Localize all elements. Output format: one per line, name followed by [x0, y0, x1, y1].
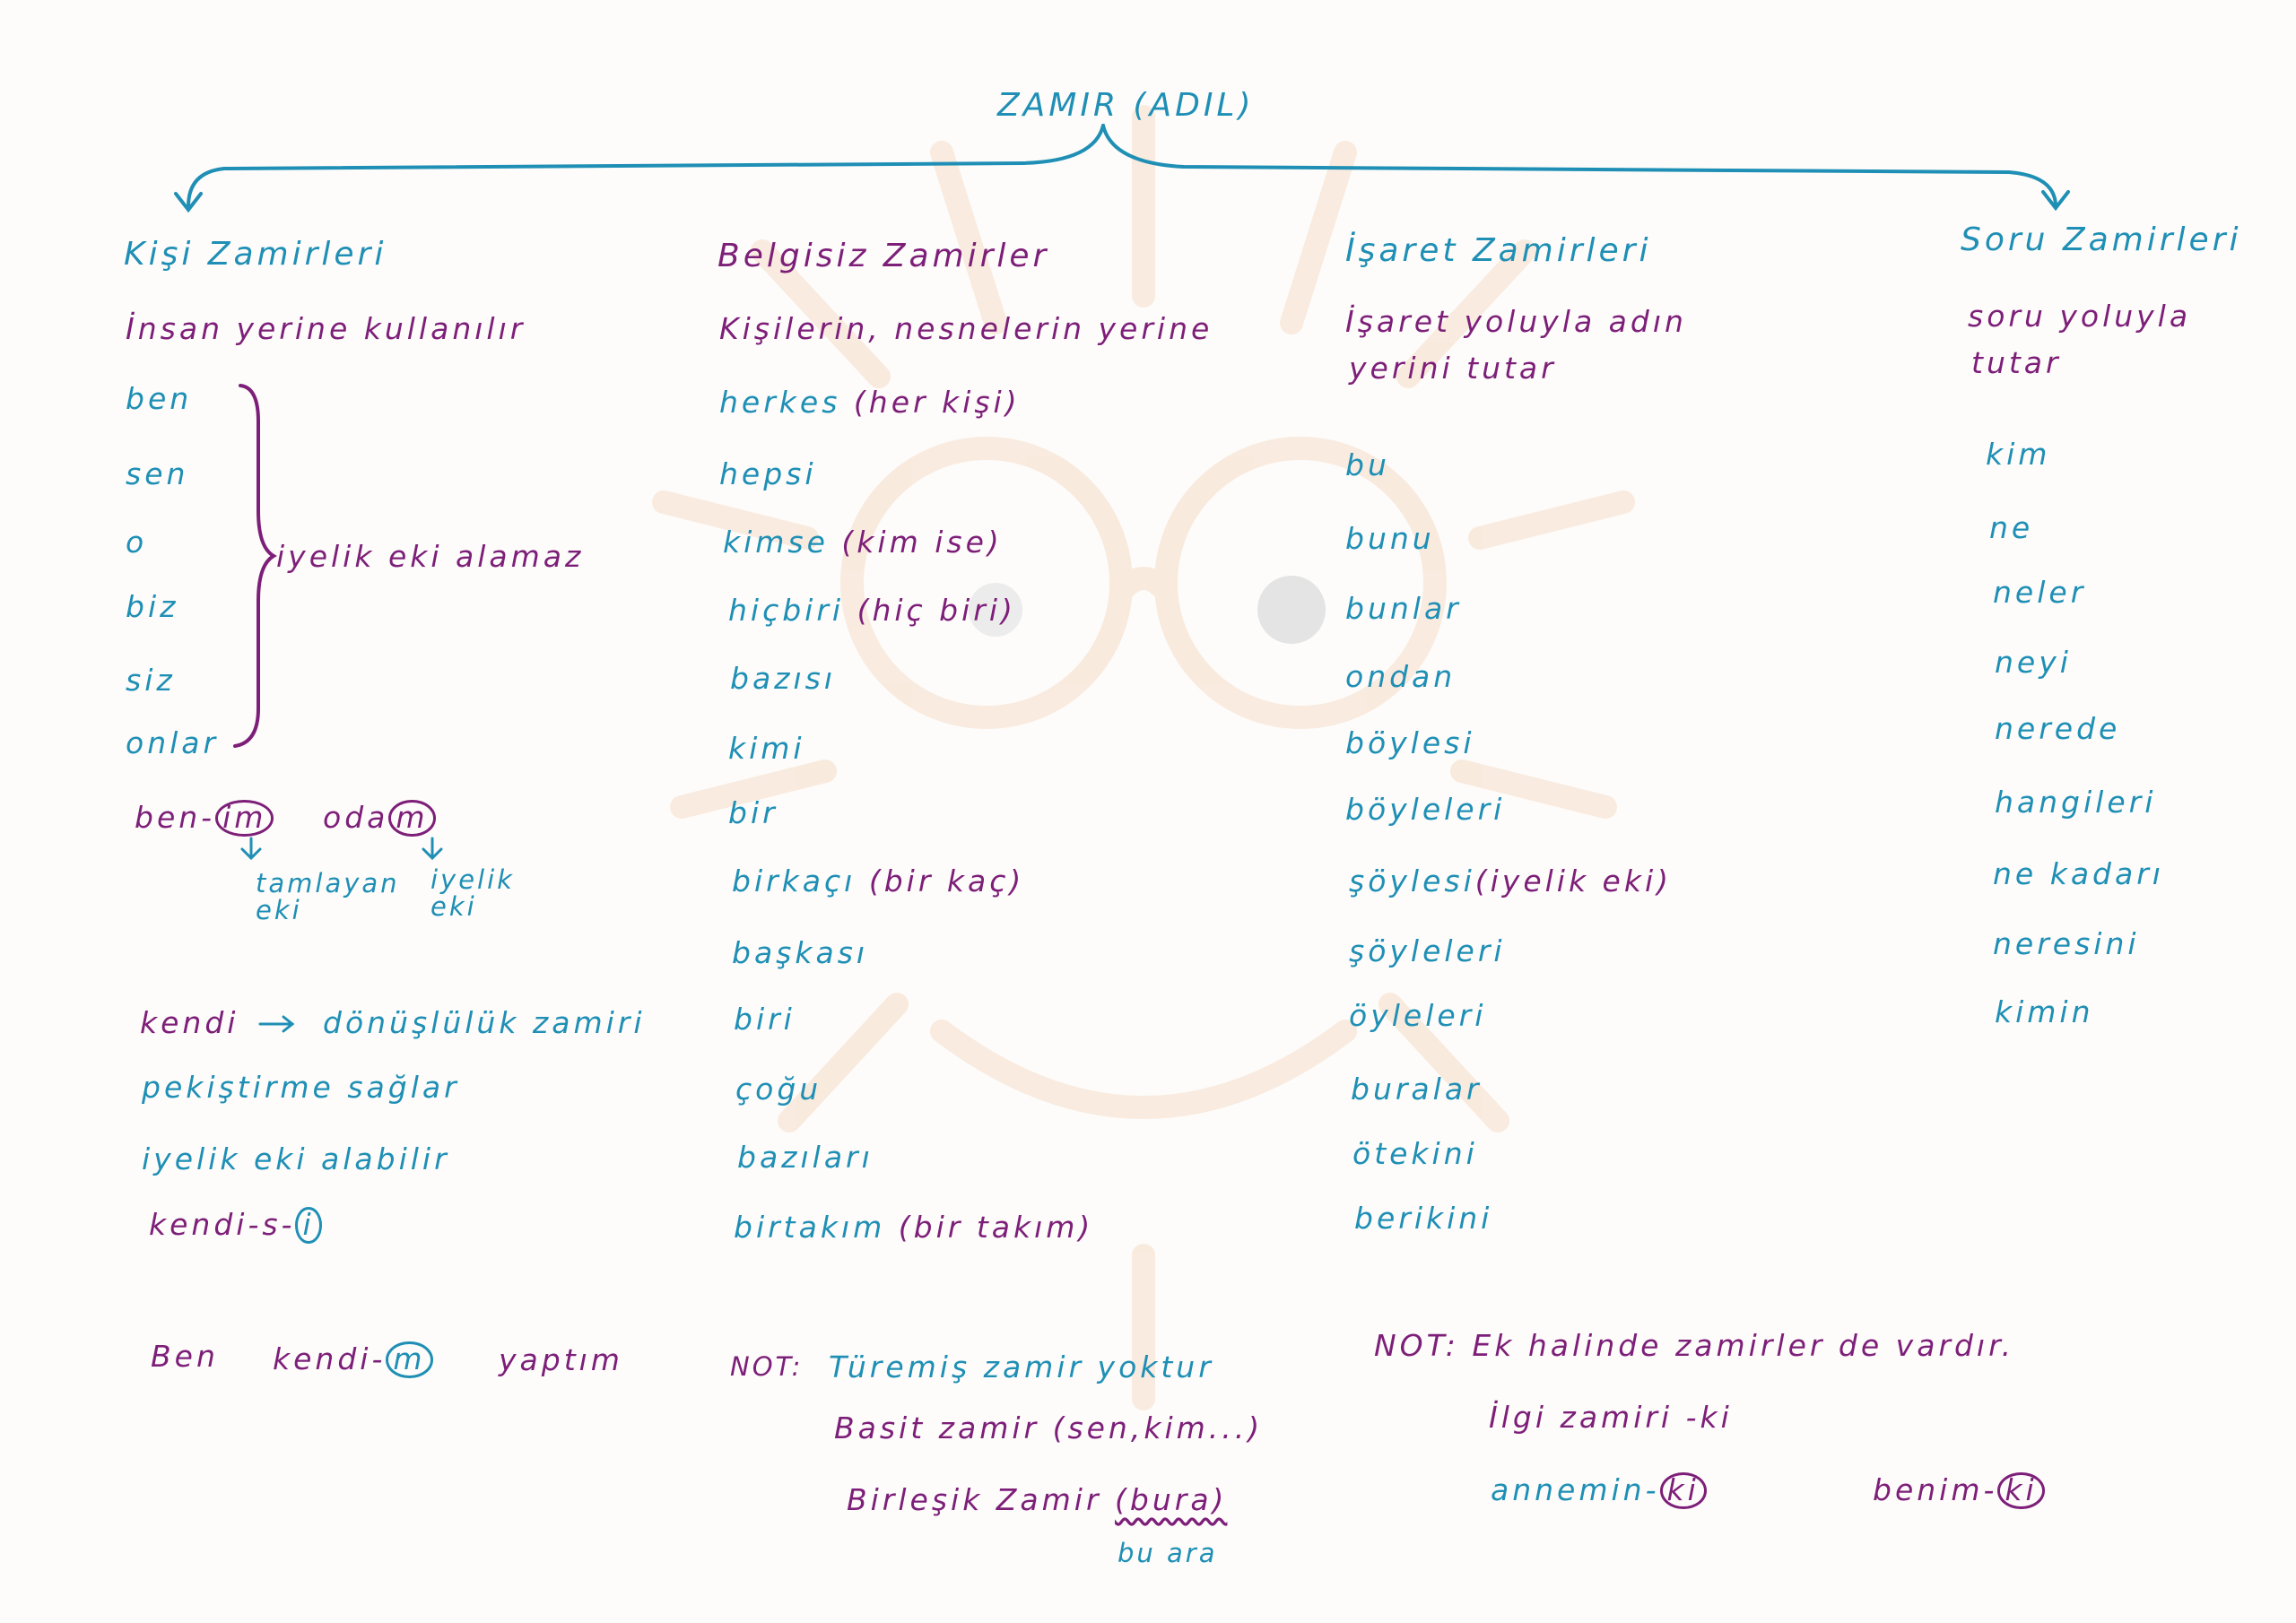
col3-header: İşaret Zamirleri: [1345, 232, 1652, 269]
list-item: bu: [1345, 447, 1390, 482]
benim-ki: [1873, 1472, 2045, 1509]
list-item: nerede: [1995, 711, 2121, 746]
pronoun-item: ben: [126, 381, 193, 416]
list-item: böylesi: [1345, 725, 1475, 760]
col2-header: Belgisiz Zamirler: [718, 238, 1050, 274]
example-benim: [135, 800, 274, 837]
kendi-desc: dönüşlülük zamiri: [323, 1005, 646, 1040]
kendi-word: kendi: [140, 1005, 239, 1040]
list-item: berikini: [1354, 1201, 1493, 1236]
list-item: neresini: [1993, 926, 2140, 961]
kendisi-stem: kendi-s-: [149, 1207, 296, 1242]
list-item: şöyleleri: [1349, 933, 1506, 968]
list-item: hiçbiri (hiç biri): [728, 593, 1016, 628]
list-item: öyleleri: [1349, 998, 1487, 1033]
list-item: bunu: [1345, 521, 1435, 556]
list-item: herkes (her kişi): [719, 385, 1021, 420]
list-item: neler: [1993, 575, 2087, 610]
soylesi-note: (iyelik eki): [1474, 864, 1673, 898]
brace-note: iyelik eki alamaz: [276, 539, 585, 574]
benim: benim-: [1873, 1472, 1998, 1507]
list-item: neyi: [1995, 645, 2072, 680]
pronoun-item: sen: [126, 456, 189, 491]
branch-right: [1103, 126, 2056, 204]
list-item: hangileri: [1995, 785, 2157, 820]
suffix-circle: ki: [1660, 1472, 1707, 1509]
col3-not-text: NOT: Ek halinde zamirler de vardır.: [1374, 1328, 2015, 1363]
birlesik-label: Birleşik Zamir: [847, 1482, 1102, 1517]
kendisi: [149, 1207, 322, 1244]
suffix-circle: ki: [1997, 1472, 2044, 1509]
arrow-tamlayan: [242, 838, 260, 858]
pronoun-item: onlar: [126, 725, 220, 760]
example-ben: ben-: [135, 800, 216, 835]
example-oda: oda: [323, 800, 389, 835]
label-iyelik: iyelik eki: [430, 864, 515, 923]
col1-desc: İnsan yerine kullanılır: [126, 311, 526, 346]
list-item: biri: [734, 1002, 796, 1037]
not-text: Türemiş zamir yoktur: [829, 1350, 1214, 1384]
list-item: birkaçı (bir kaç): [732, 864, 1025, 898]
suffix-circle: m: [388, 800, 435, 837]
col1-header: Kişi Zamirleri: [124, 236, 387, 273]
annemin: annemin-: [1491, 1472, 1660, 1507]
pronoun-item: siz: [126, 663, 176, 698]
list-item: bir: [728, 795, 778, 830]
list-item: kimi: [728, 731, 805, 766]
annemin-ki: [1491, 1472, 1707, 1509]
arrow-iyelik: [423, 838, 441, 858]
col4-desc-line1: soru yoluyla: [1968, 299, 2192, 334]
not-label: NOT:: [730, 1351, 804, 1382]
list-item: buralar: [1351, 1072, 1483, 1107]
pronoun-item: o: [126, 525, 148, 560]
col3-desc-line1: İşaret yoluyla adın: [1345, 304, 1687, 339]
brace: [235, 386, 274, 746]
sentence-kendim: [273, 1341, 433, 1378]
iyelik-alabilir: iyelik eki alabilir: [142, 1141, 450, 1176]
list-item: bunlar: [1345, 591, 1462, 626]
list-item: bazıları: [737, 1140, 874, 1175]
arrow-kendi: [260, 1017, 292, 1031]
list-item: hepsi: [719, 456, 817, 491]
suffix-circle: im: [215, 800, 274, 837]
branch-left: [188, 126, 1103, 206]
list-item: bazısı: [730, 661, 837, 696]
list-item: kimse (kim ise): [723, 525, 1003, 560]
suffix-circle: m: [386, 1341, 432, 1378]
birlesik-zamir: [847, 1482, 1228, 1517]
page-title: ZAMIR (ADIL): [997, 87, 1255, 124]
list-item: ne: [1989, 510, 2034, 545]
list-item: ondan: [1345, 659, 1457, 694]
birlesik-example: (bura): [1115, 1482, 1228, 1517]
list-item: kimin: [1995, 994, 2094, 1029]
col3-desc-line2: yerini tutar: [1349, 351, 1557, 386]
list-item: birtakım (bir takım): [734, 1210, 1094, 1245]
suffix-circle: i: [295, 1207, 321, 1244]
sentence-yaptim: yaptım: [499, 1342, 623, 1377]
ilgi-zamiri: İlgi zamiri -ki: [1489, 1400, 1733, 1435]
col4-header: Soru Zamirleri: [1961, 221, 2242, 258]
pronoun-item: biz: [126, 589, 179, 624]
sentence-ben: Ben: [151, 1339, 219, 1374]
list-item: kim: [1986, 437, 2051, 472]
example-odam: [323, 800, 436, 837]
sentence-kendi: kendi-: [273, 1341, 387, 1376]
list-item: ötekini: [1352, 1136, 1478, 1171]
basit-zamir: Basit zamir (sen,kim...): [834, 1410, 1264, 1445]
pekistirme: pekiştirme sağlar: [142, 1070, 460, 1105]
list-item: şöylesi(iyelik eki): [1349, 864, 1673, 898]
col2-desc: Kişilerin, nesnelerin yerine: [719, 311, 1213, 346]
bu-ara: bu ara: [1118, 1538, 1218, 1568]
list-item: ne kadarı: [1993, 856, 2164, 891]
list-item: başkası: [732, 935, 869, 970]
list-item: çoğu: [735, 1072, 822, 1107]
col4-desc-line2: tutar: [1971, 345, 2062, 380]
list-item: böyleleri: [1345, 792, 1506, 827]
label-tamlayan: tamlayan eki: [256, 868, 400, 926]
